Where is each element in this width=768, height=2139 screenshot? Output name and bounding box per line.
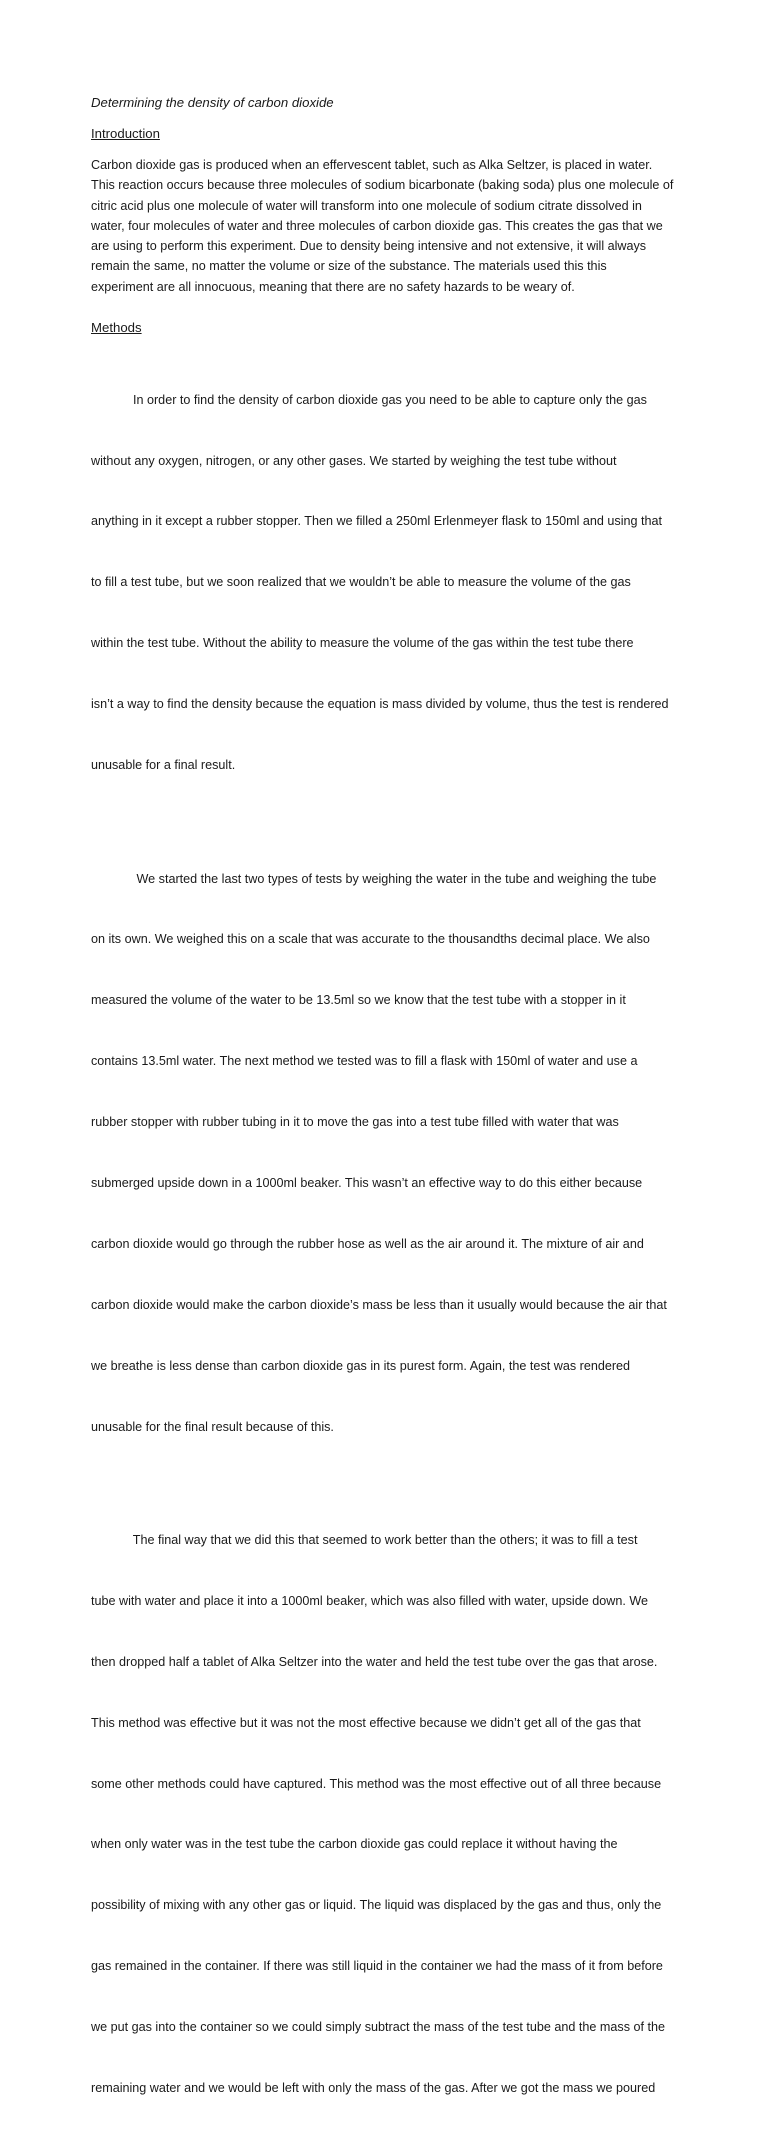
text-line: unusable for a final result. [91, 758, 236, 773]
text-line: water, four molecules of water and three molecules of carbon dioxide gas. This creates the gas that we [91, 218, 663, 233]
text-line: carbon dioxide would make the carbon dioxide’s mass be less than it usually would because the air that [91, 1297, 667, 1312]
text-line: are using to perform this experiment. Due to density being intensive and not extensive, it will always [91, 239, 647, 254]
text-line: anything in it except a rubber stopper. Then we filled a 250ml Erlenmeyer flask to 150ml and using that [91, 514, 663, 529]
text-line: then dropped half a tablet of Alka Seltzer into the water and held the test tube over the gas that arose. [91, 1654, 658, 1669]
text-line: within the test tube. Without the ability to measure the volume of the gas within the test tube there [91, 636, 634, 651]
text-line: without any oxygen, nitrogen, or any other gases. We started by weighing the test tube without [91, 453, 617, 468]
text-line: some other methods could have captured. This method was the most effective out of all three because [91, 1776, 662, 1791]
text-line: In order to find the density of carbon dioxide gas you need to be able to capture only the gas [91, 392, 647, 407]
text-line: we put gas into the container so we could simply subtract the mass of the test tube and the mass of the [91, 2020, 666, 2035]
text-line: The final way that we did this that seemed to work better than the others; it was to fill a test [91, 1533, 638, 1547]
document-title: Determining the density of carbon dioxide [91, 95, 334, 110]
text-line: to fill a test tube, but we soon realized that we wouldn’t be able to measure the volume of the gas [91, 575, 631, 590]
text-line: experiment are all innocuous, meaning that there are no safety hazards to be weary of. [91, 279, 575, 294]
methods-paragraph-3 [91, 1489, 688, 2139]
text-line: submerged upside down in a 1000ml beaker. This wasn’t an effective way to do this either because [91, 1175, 643, 1190]
section-heading-methods: Methods [91, 320, 142, 336]
methods-paragraph-1 [91, 349, 688, 816]
text-line: on its own. We weighed this on a scale that was accurate to the thousandths decimal place. We also [91, 932, 650, 947]
text-line: contains 13.5ml water. The next method we tested was to fill a flask with 150ml of water and use a [91, 1054, 638, 1069]
text-line: We started the last two types of tests by weighing the water in the tube and weighing the tube [91, 871, 657, 886]
text-line: This reaction occurs because three molecules of sodium bicarbonate (baking soda) plus one molecule of [91, 178, 674, 193]
text-line: tube with water and place it into a 1000ml beaker, which was also filled with water, upside down. We [91, 1593, 648, 1608]
text-line: remain the same, no matter the volume or size of the substance. The materials used this this [91, 259, 607, 274]
text-line: when only water was in the test tube the carbon dioxide gas could replace it without having the [91, 1837, 618, 1852]
text-line: measured the volume of the water to be 13.5ml so we know that the test tube with a stopper in it [91, 993, 626, 1008]
text-line: citric acid plus one molecule of water will transform into one molecule of sodium citrate dissolved in [91, 198, 642, 213]
text-line: rubber stopper with rubber tubing in it to move the gas into a test tube filled with water that was [91, 1115, 619, 1130]
methods-paragraph-2 [91, 828, 688, 1478]
text-line: This method was effective but it was not the most effective because we didn’t get all of the gas that [91, 1715, 641, 1730]
text-line: gas remained in the container. If there was still liquid in the container we had the mass of it from before [91, 1959, 663, 1974]
section-heading-introduction: Introduction [91, 126, 160, 141]
text-line: remaining water and we would be left with only the mass of the gas. After we got the mass we poured [91, 2081, 656, 2096]
text-line: Carbon dioxide gas is produced when an effervescent tablet, such as Alka Seltzer, is placed in water. [91, 158, 653, 172]
text-line: unusable for the final result because of this. [91, 1419, 334, 1434]
text-line: isn’t a way to find the density because the equation is mass divided by volume, thus the test is rendered [91, 697, 669, 712]
text-line: we breathe is less dense than carbon dioxide gas in its purest form. Again, the test was rendered [91, 1358, 631, 1373]
text-line: possibility of mixing with any other gas or liquid. The liquid was displaced by the gas and thus, only the [91, 1898, 662, 1913]
intro-paragraph [91, 155, 688, 297]
text-line: carbon dioxide would go through the rubber hose as well as the air around it. The mixture of air and [91, 1236, 644, 1251]
